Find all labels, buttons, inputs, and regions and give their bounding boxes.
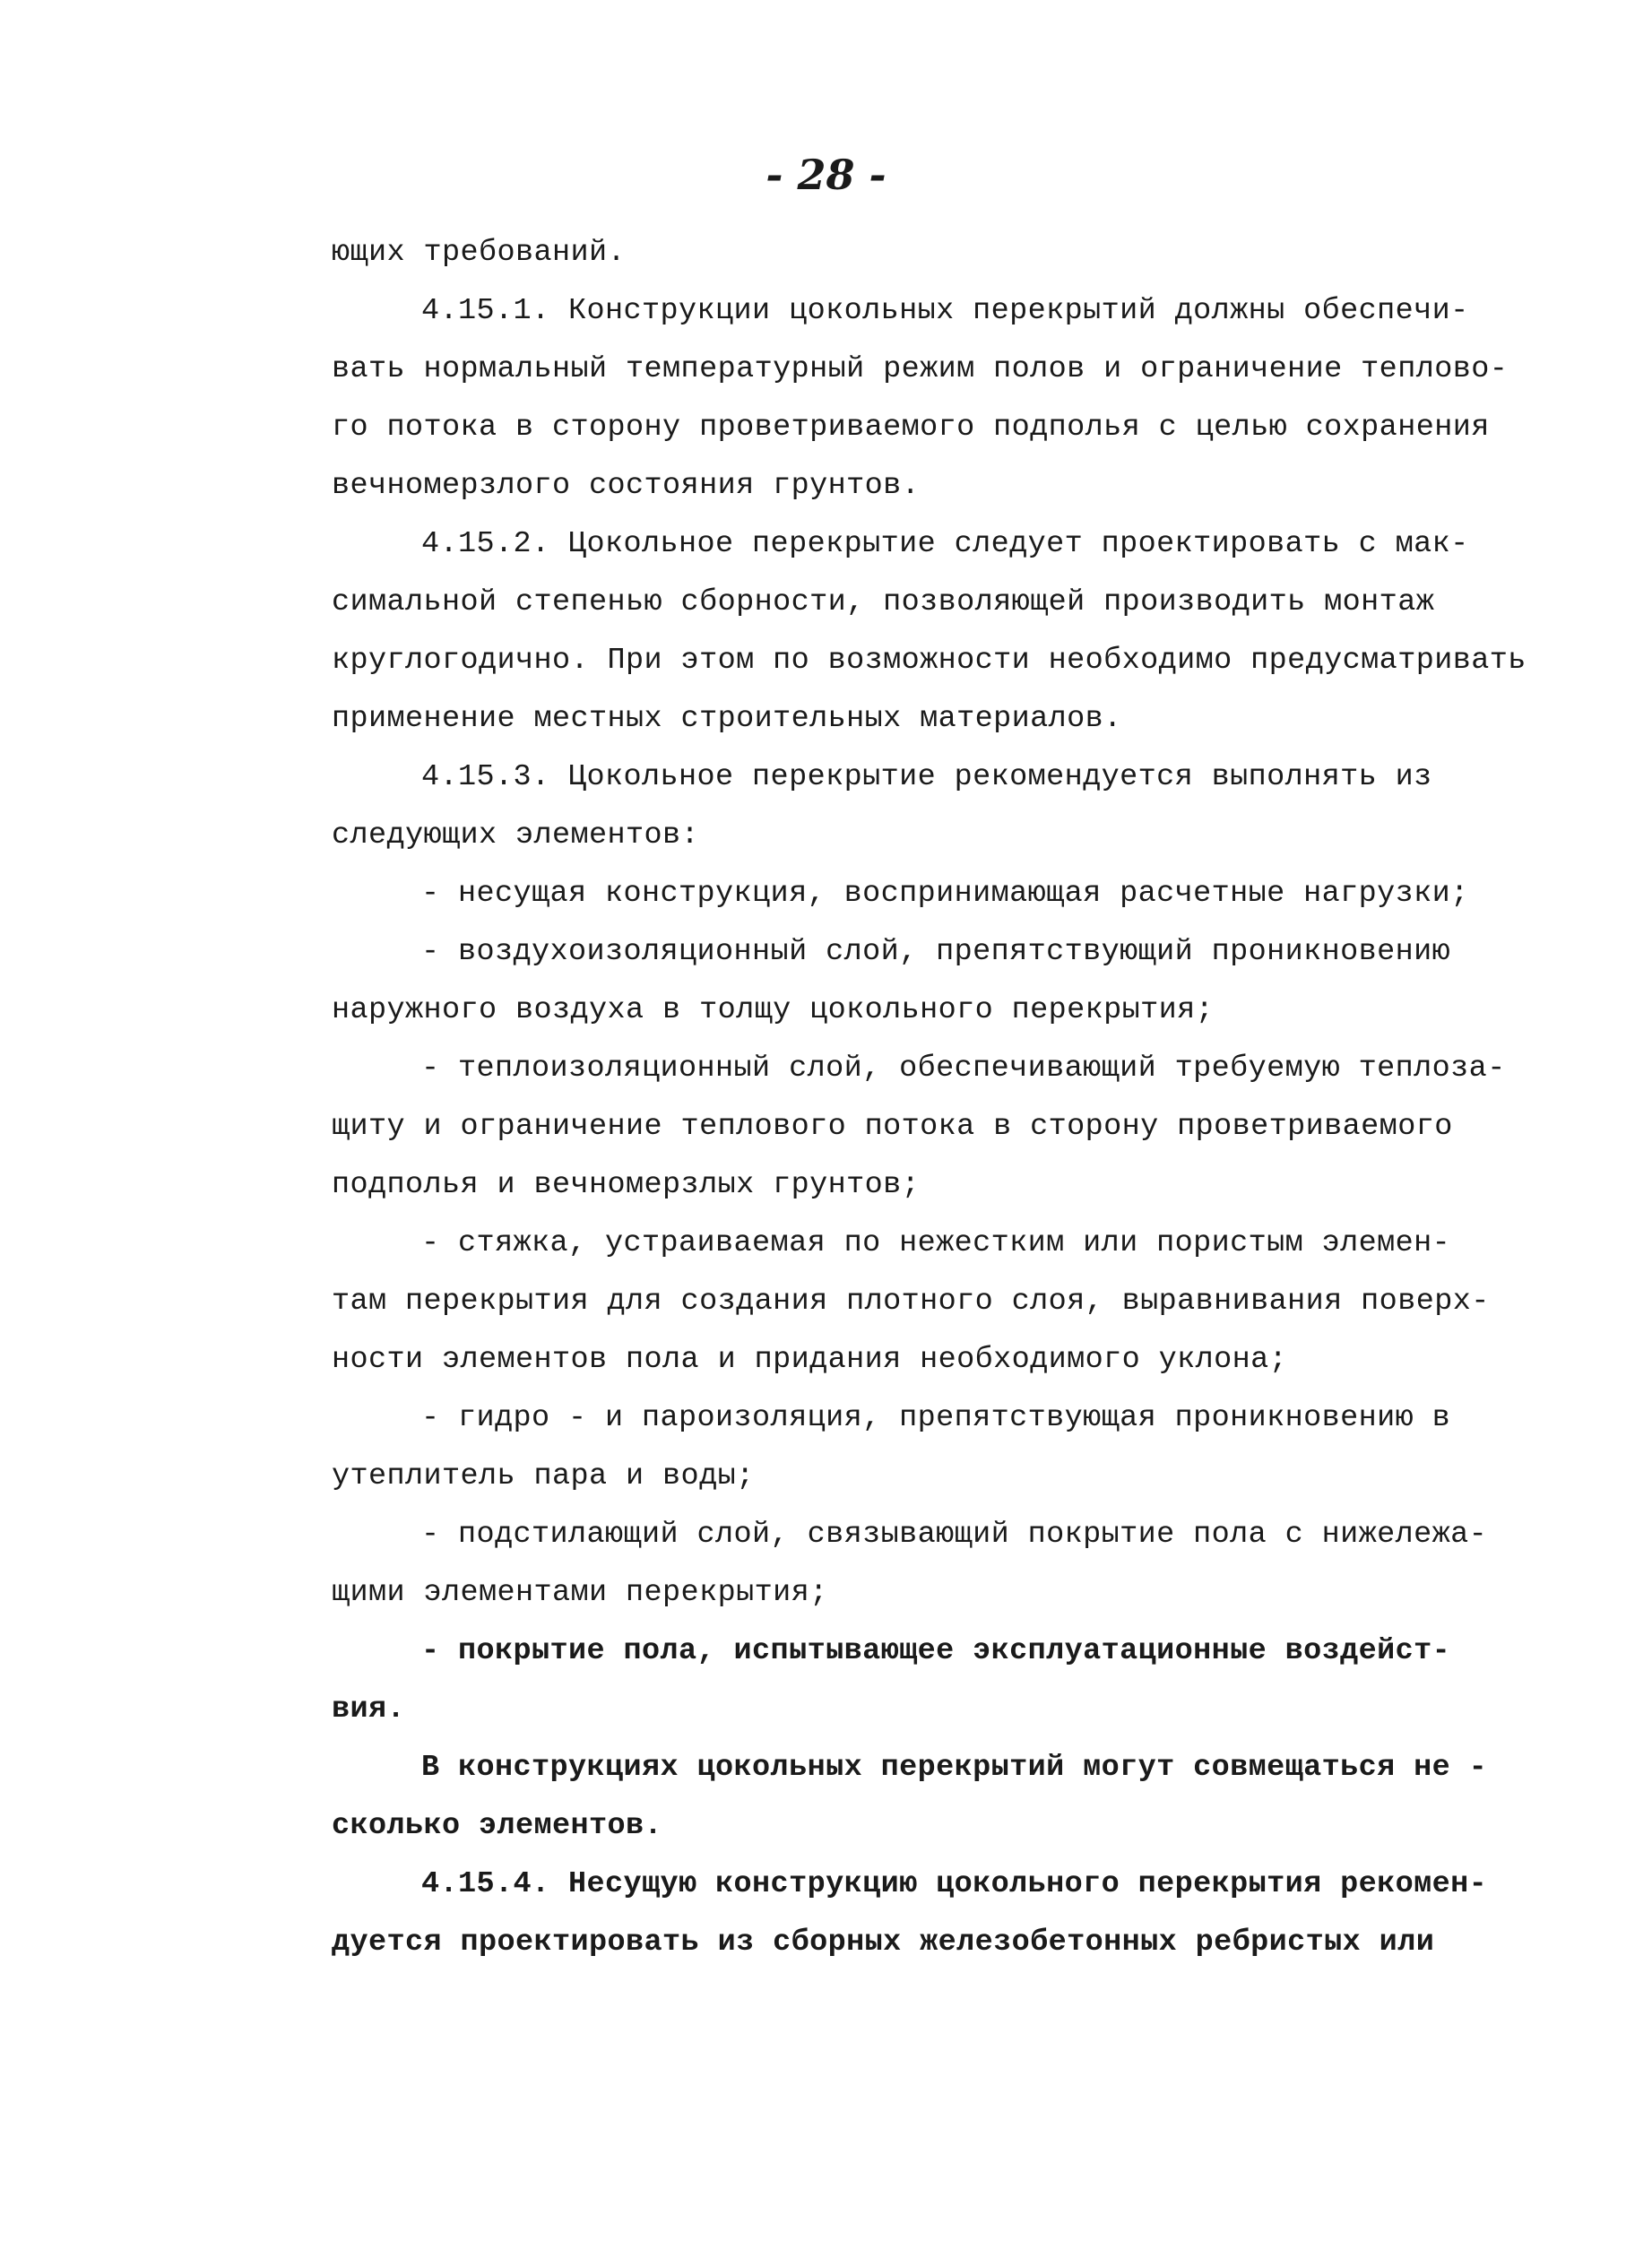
text-line: применение местных строительных материалов.	[332, 702, 1122, 736]
text-line: щими элементами перекрытия;	[332, 1576, 828, 1610]
text-line: утеплитель пара и воды;	[332, 1459, 755, 1493]
text-line: 4.15.2. Цокольное перекрытие следует проектировать с мак-	[421, 527, 1469, 561]
text-line: вия.	[332, 1692, 406, 1726]
text-line: наружного воздуха в толщу цокольного перекрытия;	[332, 993, 1215, 1027]
text-line: ности элементов пола и придания необходимого уклона;	[332, 1343, 1288, 1377]
text-line: - теплоизоляционный слой, обеспечивающий требуемую теплоза-	[421, 1051, 1506, 1086]
text-line: ющих требований.	[332, 236, 627, 270]
text-line: - покрытие пола, испытывающее эксплуатационные воздейст-	[421, 1634, 1451, 1668]
text-line: В конструкциях цокольных перекрытий могут совмещаться не -	[421, 1751, 1488, 1785]
text-line: - стяжка, устраиваемая по нежестким или пористым элемен-	[421, 1226, 1451, 1260]
text-line: дуется проектировать из сборных железобетонных ребристых или	[332, 1925, 1435, 1960]
text-line: следующих элементов:	[332, 818, 700, 852]
text-line: 4.15.4. Несущую конструкцию цокольного перекрытия рекомен-	[421, 1867, 1488, 1901]
text-line: 4.15.3. Цокольное перекрытие рекомендуется выполнять из	[421, 760, 1432, 794]
text-line: - несущая конструкция, воспринимающая расчетные нагрузки;	[421, 877, 1469, 911]
text-line: го потока в сторону проветриваемого подполья с целью сохранения	[332, 411, 1490, 445]
text-line: круглогодично. При этом по возможности необходимо предусматривать	[332, 644, 1527, 678]
text-line: щиту и ограничение теплового потока в сторону проветриваемого	[332, 1110, 1453, 1144]
text-line: вечномерзлого состояния грунтов.	[332, 469, 921, 503]
text-line: симальной степенью сборности, позволяющей производить монтаж	[332, 585, 1435, 619]
document-body	[332, 224, 1527, 1972]
text-line: - гидро - и пароизоляция, препятствующая проникновению в	[421, 1401, 1451, 1435]
text-line: там перекрытия для создания плотного слоя, выравнивания поверх-	[332, 1285, 1490, 1319]
page-number: - 28 -	[765, 151, 887, 199]
text-line: - воздухоизоляционный слой, препятствующий проникновению	[421, 935, 1451, 969]
text-line: - подстилающий слой, связывающий покрытие пола с нижележа-	[421, 1518, 1488, 1552]
text-line: сколько элементов.	[332, 1809, 663, 1843]
text-line: 4.15.1. Конструкции цокольных перекрытий должны обеспечи-	[421, 294, 1469, 328]
text-line: подполья и вечномерзлых грунтов;	[332, 1168, 921, 1202]
text-line: вать нормальный температурный режим полов и ограничение теплово-	[332, 352, 1509, 386]
